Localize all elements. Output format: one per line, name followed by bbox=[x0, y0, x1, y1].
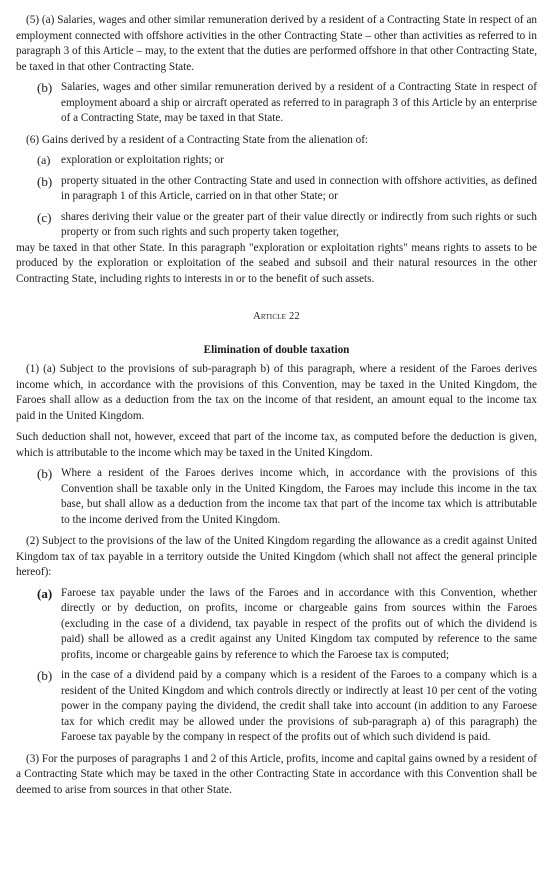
paragraph-2: (2) Subject to the provisions of the law of the United Kingdom regarding the allowance as a credit against United Kingdom tax of tax payable in a territory outside the United Kingdom (which shall not affect the general principle hereof): bbox=[16, 535, 537, 578]
item-label: (b) bbox=[37, 173, 53, 189]
item-text: Faroese tax payable under the laws of the Faroes and in accordance with this Convention, whether directly or by deduction, on profits, income or chargeable gains from sources within the Faroes (excluding in the case of a dividend, tax payable in respect of the profits out of which the dividend is paid) shall be allowed as a credit against any United Kingdom tax computed by reference to the same profits, income or chargeable gains by reference to which the Faroese tax is computed; bbox=[61, 586, 537, 661]
paragraph-6b bbox=[16, 174, 537, 205]
paragraph-2b bbox=[16, 668, 537, 746]
item-label: (b) bbox=[37, 466, 53, 481]
item-label: (b) bbox=[37, 80, 53, 95]
section-heading: Elimination of double taxation bbox=[203, 343, 350, 356]
paragraph-6a bbox=[16, 153, 537, 169]
paragraph-6-tail: may be taxed in that other State. In this paragraph "exploration or exploitation rights" means rights to assets to be produced by the exploration or exploitation of the seabed and subsoil and their natural resources in the other Contracting State, including rights to interests in or to the benefit of such assets. bbox=[16, 241, 537, 285]
paragraph-1a: (1) (a) Subject to the provisions of sub-paragraph b) of this paragraph, where a resident of the Faroes derives income which, in accordance with the provisions of this Convention, may be taxed in the United Kingdom, the Faroes shall allow as a deduction from the tax on the income of that resident, an amount equal to the income tax paid in the United Kingdom. bbox=[16, 363, 537, 422]
item-label: (a) bbox=[37, 153, 51, 167]
item-label: (b) bbox=[37, 668, 53, 683]
paragraph-2a bbox=[16, 586, 537, 664]
item-text: property situated in the other Contracting State and used in connection with offshore activities, as defined in paragraph 1 of this Article, carried on in that other State; or bbox=[61, 174, 537, 202]
paragraph-1b bbox=[16, 466, 537, 528]
item-text: shares deriving their value or the greater part of their value directly or indirectly from such rights or such property or from such rights and such property taken together, bbox=[61, 210, 537, 238]
paragraph-3: (3) For the purposes of paragraphs 1 and 2 of this Article, profits, income and capital gains owned by a resident of a Contracting State which may be taxed in the other Contracting State in accordance with this Convention shall be deemed to arise from sources in that other State. bbox=[16, 752, 537, 796]
item-label: (c) bbox=[37, 209, 52, 225]
paragraph-6: (6) Gains derived by a resident of a Contracting State from the alienation of: bbox=[26, 133, 369, 146]
item-text: exploration or exploitation rights; or bbox=[61, 154, 224, 166]
paragraph-5a: (5) (a) Salaries, wages and other similar remuneration derived by a resident of a Contracting State in respect of an employment connected with offshore activities in the other Contracting State – other than activities as referred to in paragraph 3 of this Article – may, to the extent that the duties are performed offshore in that other Contracting State, be taxed in that other Contracting State. bbox=[16, 14, 537, 73]
article-title: Article 22 bbox=[253, 311, 300, 322]
item-text: Where a resident of the Faroes derives income which, in accordance with the provisions of this Convention shall be taxable only in the United Kingdom, the Faroes may include this income in the tax base, but shall allow as a deduction from the income tax that part of the income tax which is attributable to the income derived from the United Kingdom. bbox=[61, 467, 537, 526]
item-text: Salaries, wages and other similar remuneration derived by a resident of a Contracting State in respect of employment aboard a ship or aircraft operated as referred to in paragraph 3 of this Article by an enterprise of a Contracting State, may be taxed in that State. bbox=[61, 81, 537, 124]
document-page bbox=[16, 13, 537, 798]
paragraph-1-continued: Such deduction shall not, however, exceed that part of the income tax, as computed before the deduction is given, which is attributable to the income which may be taxed in the United Kingdom. bbox=[16, 431, 537, 459]
paragraph-5b bbox=[16, 80, 537, 127]
paragraph-6c bbox=[16, 210, 537, 241]
item-text: in the case of a dividend paid by a company which is a resident of the Faroes to a company which is a resident of the United Kingdom and which controls directly or indirectly at least 10 per cent of the voting power in the company paying the dividend, the credit shall take into account (in addition to any Faroese tax for which credit may be allowed under the provisions of sub-paragraph a) of this paragraph) the Faroese tax payable by the company in respect of the profits out of which such dividend is paid. bbox=[61, 669, 537, 743]
item-label: (a) bbox=[37, 585, 53, 601]
